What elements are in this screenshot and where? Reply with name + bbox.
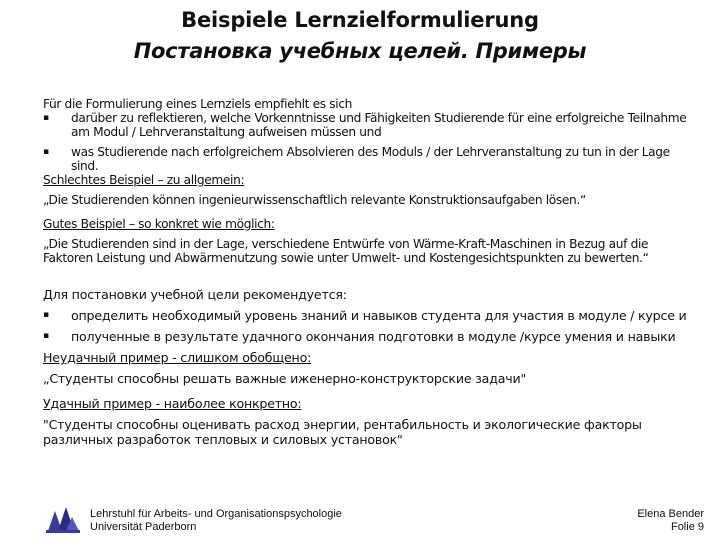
- ru-bad-label: Неудачный пример - слишком обобщено:: [43, 350, 312, 365]
- de-bad-label: Schlechtes Beispiel – zu allgemein:: [43, 173, 245, 187]
- slide-body: [43, 97, 693, 447]
- ru-intro: Для постановки учебной цели рекомендуется:: [43, 287, 347, 302]
- de-good-example: „Die Studierenden sind in der Lage, verschiedene Entwürfe von Wärme-Kraft-Maschinen in Bezug auf die Faktoren Leistung und Abwärmenutzung sowie unter Umwelt- und Kostengesichtspunkten zu bewerten.“: [43, 237, 649, 265]
- footer-institute-line1: Lehrstuhl für Arbeits- und Organisationspsychologie: [90, 508, 342, 520]
- ru-good-example: "Студенты способны оценивать расход энергии, рентабильность и экологические факторы различных разработок тепловых и силовых установок": [43, 417, 642, 447]
- de-bullet-1: [43, 111, 693, 139]
- footer-institute-line2: Universität Paderborn: [90, 521, 197, 533]
- footer-institute: [90, 508, 342, 534]
- de-bullet-2-text: was Studierende nach erfolgreichem Absolvieren des Moduls / der Lehrveranstaltung zu tun in der Lage sind.: [71, 145, 670, 173]
- university-logo-icon: [46, 503, 80, 533]
- title-german: Beispiele Lernzielformulierung: [181, 8, 539, 32]
- ru-good-label: Удачный пример - наиболее конкретно:: [43, 396, 302, 411]
- footer-slide-number: Folie 9: [670, 521, 704, 533]
- bullet-icon: ▪: [43, 310, 49, 320]
- ru-bullet-2: [43, 329, 693, 344]
- bullet-icon: ▪: [43, 331, 49, 341]
- title-russian: Постановка учебных целей. Примеры: [133, 39, 587, 63]
- bullet-icon: ▪: [43, 113, 49, 123]
- ru-bullet-2-text: полученные в результате удачного окончания подготовки в модуле /курсе умения и навыки: [71, 329, 676, 344]
- de-bad-example: „Die Studierenden können ingenieurwissenschaftlich relevante Konstruktionsaufgaben lösen.“: [43, 193, 586, 207]
- de-intro: Für die Formulierung eines Lernziels empfiehlt es sich: [43, 97, 353, 111]
- bullet-icon: ▪: [43, 147, 49, 157]
- footer-meta: [637, 508, 704, 534]
- de-bullet-2: [43, 145, 693, 173]
- de-good-label: Gutes Beispiel – so konkret wie möglich:: [43, 217, 275, 231]
- ru-bullet-1-text: определить необходимый уровень знаний и навыков студента для участия в модуле / курсе и: [71, 308, 687, 323]
- de-bullet-1-text: darüber zu reflektieren, welche Vorkenntnisse und Fähigkeiten Studierende für eine erfolgreiche Teilnahme am Modul / Lehrveranstaltung aufweisen müssen und: [71, 111, 687, 139]
- ru-bad-example: „Студенты способны решать важные иженерно-конструкторские задачи": [43, 371, 527, 386]
- footer-author: Elena Bender: [637, 508, 704, 520]
- ru-bullet-1: [43, 308, 693, 323]
